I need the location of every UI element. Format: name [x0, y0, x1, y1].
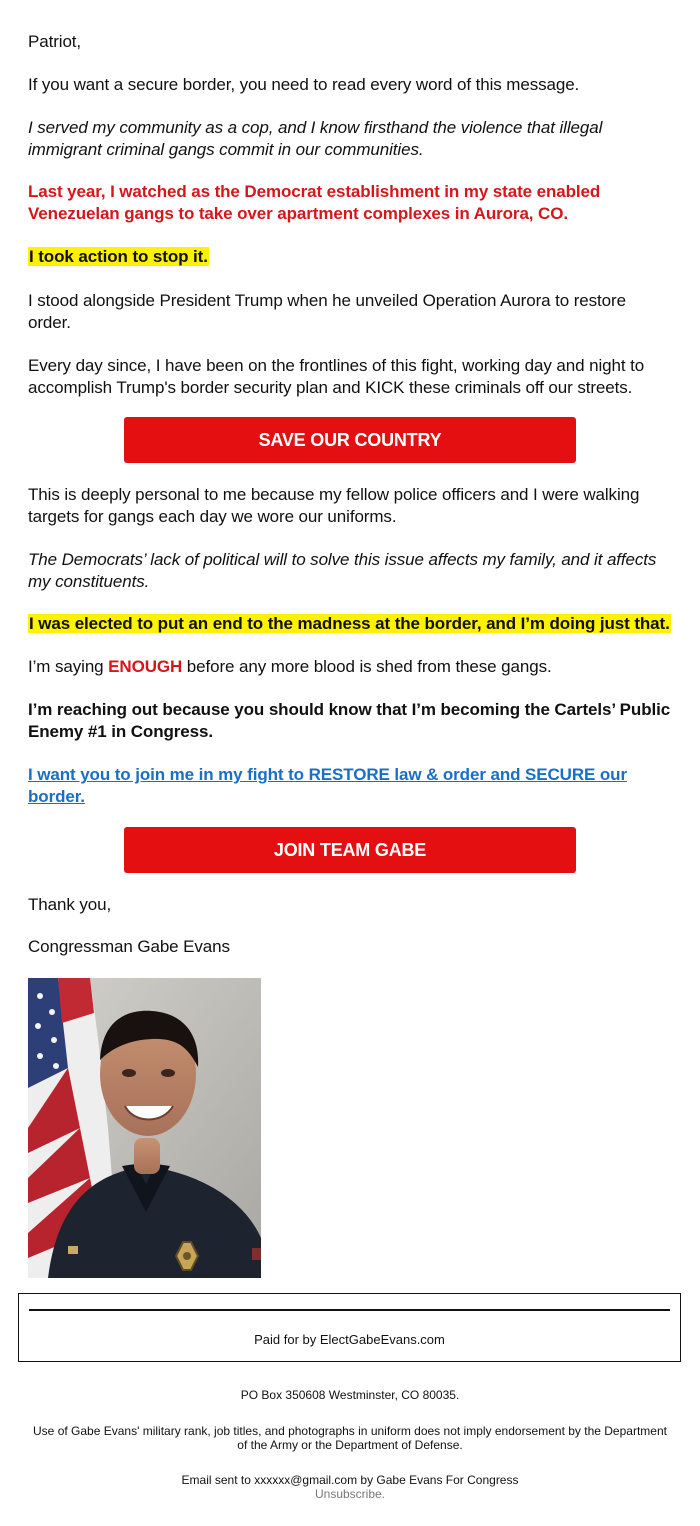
took-action-paragraph: [28, 246, 672, 268]
thank-you: Thank you,: [28, 895, 112, 914]
every-day-paragraph: Every day since, I have been on the frontlines of this fight, working day and night to accomplish Trump's border security plan and KICK these criminals off our streets.: [28, 356, 645, 397]
democrats-paragraph: The Democrats’ lack of political will to solve this issue affects my family, and it affects my constituents.: [28, 550, 657, 591]
join-link-paragraph: [28, 764, 672, 808]
join-fight-link[interactable]: I want you to join me in my fight to RESTORE law & order and SECURE our border.: [28, 765, 627, 806]
last-year-paragraph: Last year, I watched as the Democrat establishment in my state enabled Venezuelan gangs to take over apartment complexes in Aurora, CO.: [28, 182, 601, 223]
took-action-highlight: I took action to stop it.: [29, 247, 208, 266]
save-our-country-button[interactable]: SAVE OUR COUNTRY: [124, 417, 576, 463]
greeting: Patriot,: [28, 32, 82, 51]
saying-prefix: I’m saying: [28, 657, 109, 676]
reaching-out-paragraph: I’m reaching out because you should know that I’m becoming the Cartels’ Public Enemy #1 in Congress.: [28, 700, 671, 741]
paid-for-divider: [29, 1309, 670, 1311]
cop-paragraph: I served my community as a cop, and I know firsthand the violence that illegal immigrant criminal gangs commit in our communities.: [28, 118, 603, 159]
saying-enough-paragraph: [28, 656, 672, 678]
elected-highlight: I was elected to put an end to the madness at the border, and I’m doing just that.: [29, 614, 670, 633]
enough-emphasis: ENOUGH: [108, 657, 183, 676]
signature: Congressman Gabe Evans: [28, 937, 230, 956]
intro-paragraph: If you want a secure border, you need to read every word of this message.: [28, 75, 580, 94]
join-team-gabe-button[interactable]: JOIN TEAM GABE: [124, 827, 576, 873]
stood-alongside-paragraph: I stood alongside President Trump when he unveiled Operation Aurora to restore order.: [28, 291, 626, 332]
elected-paragraph: [28, 613, 672, 635]
saying-suffix: before any more blood is shed from these gangs.: [182, 657, 552, 676]
unsubscribe-link[interactable]: Unsubscribe.: [314, 1487, 386, 1501]
footer-address: PO Box 350608 Westminster, CO 80035.: [240, 1388, 460, 1402]
footer-unsubscribe: [28, 1487, 672, 1501]
paid-for-box: [18, 1293, 681, 1362]
candidate-photo: [28, 978, 261, 1278]
personal-paragraph: This is deeply personal to me because my fellow police officers and I were walking targets for gangs each day we wore our uniforms.: [28, 485, 640, 526]
footer-disclaimer: Use of Gabe Evans' military rank, job titles, and photographs in uniform does not imply endorsement by the Department of the Army or the Department of Defense.: [33, 1424, 667, 1452]
paid-for-text: Paid for by ElectGabeEvans.com: [254, 1332, 445, 1347]
footer-email-sent: Email sent to xxxxxx@gmail.com by Gabe Evans For Congress: [181, 1473, 519, 1487]
